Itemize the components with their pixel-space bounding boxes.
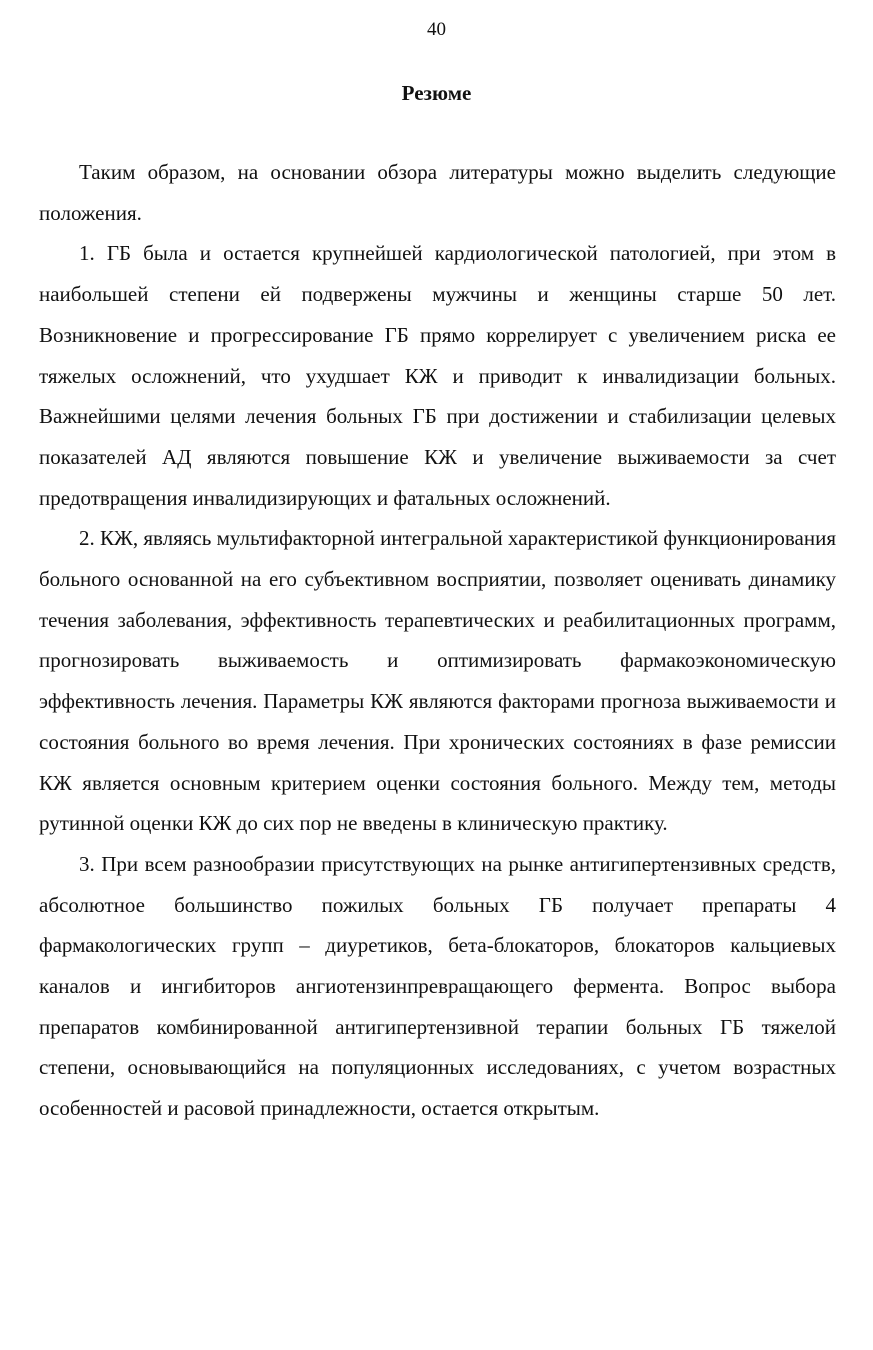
summary-body	[39, 152, 836, 1129]
paragraph-intro: Таким образом, на основании обзора литературы можно выделить следующие положения.	[39, 160, 836, 225]
paragraph-point-2: 2. КЖ, являясь мультифакторной интегральной характеристикой функционирования больного основанной на его субъективном восприятии, позволяет оценивать динамику течения заболевания, эффективность терапевтических и реабилитационных программ, прогнозировать выживаемость и оптимизировать фармакоэкономическую эффективность лечения. Параметры КЖ являются факторами прогноза выживаемости и состояния больного во время лечения. При хронических состояниях в фазе ремиссии КЖ является основным критерием оценки состояния больного. Между тем, методы рутинной оценки КЖ до сих пор не введены в клиническую практику.	[39, 526, 836, 836]
paragraph-point-3: 3. При всем разнообразии присутствующих на рынке антигипертензивных средств, абсолютное большинство пожилых больных ГБ получает препараты 4 фармакологических групп – диуретиков, бета-блокаторов, блокаторов кальциевых каналов и ингибиторов ангиотензинпревращающего фермента. Вопрос выбора препаратов комбинированной антигипертензивной терапии больных ГБ тяжелой степени, основывающийся на популяционных исследованиях, с учетом возрастных особенностей и расовой принадлежности, остается открытым.	[39, 851, 836, 1121]
paragraph-point-1: 1. ГБ была и остается крупнейшей кардиологической патологией, при этом в наибольшей степени ей подвержены мужчины и женщины старше 50 лет. Возникновение и прогрессирование ГБ прямо коррелирует с увеличением риска ее тяжелых осложнений, что ухудшает КЖ и приводит к инвалидизации больных. Важнейшими целями лечения больных ГБ при достижении и стабилизации целевых показателей АД являются повышение КЖ и увеличение выживаемости за счет предотвращения инвалидизирующих и фатальных осложнений.	[39, 241, 836, 510]
page-title: Резюме	[401, 81, 472, 105]
page-number: 40	[427, 19, 446, 40]
